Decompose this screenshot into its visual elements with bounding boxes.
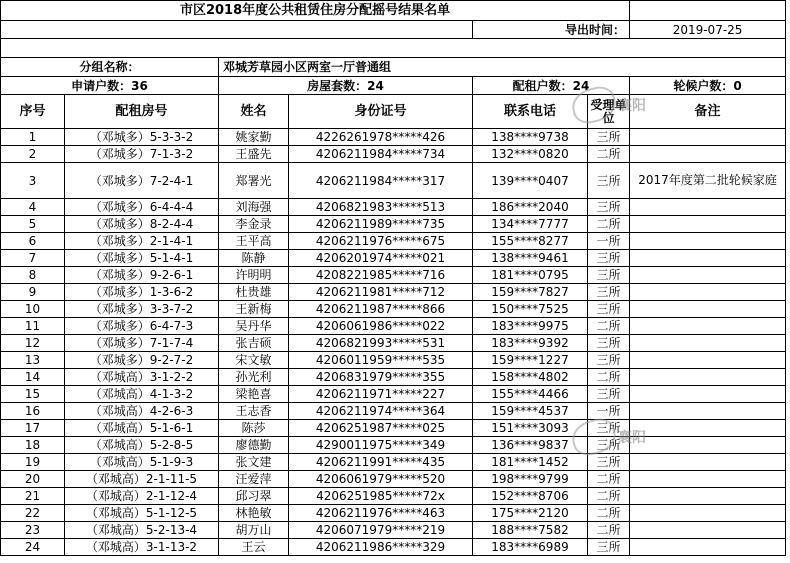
header-room: 配租房号 xyxy=(65,95,219,129)
row-id: 4206201974*****021 xyxy=(289,250,473,267)
row-room: （邓城多）2-1-4-1 xyxy=(65,233,219,250)
row-unit: 三所 xyxy=(588,539,630,556)
row-phone: 181****1452 xyxy=(473,454,588,471)
row-no: 18 xyxy=(1,437,65,454)
watermark-text: 襄阳 xyxy=(618,98,646,114)
row-name: 邱习翠 xyxy=(219,488,289,505)
applicants-count: 申请户数：36 xyxy=(1,77,219,95)
row-id: 4206211987*****866 xyxy=(289,301,473,318)
row-no: 16 xyxy=(1,403,65,420)
row-no: 13 xyxy=(1,352,65,369)
row-name: 陈莎 xyxy=(219,420,289,437)
table-row xyxy=(1,199,786,216)
row-name: 刘海强 xyxy=(219,199,289,216)
row-room: （邓城高）3-1-13-2 xyxy=(65,539,219,556)
row-id: 4206821983*****513 xyxy=(289,199,473,216)
row-room: （邓城高）4-1-3-2 xyxy=(65,386,219,403)
group-label: 分组名称： xyxy=(1,58,219,77)
row-room: （邓城高）5-1-9-3 xyxy=(65,454,219,471)
row-note xyxy=(630,420,786,437)
row-room: （邓城多）5-3-3-2 xyxy=(65,129,219,146)
row-room: （邓城高）3-1-2-2 xyxy=(65,369,219,386)
row-name: 郑署光 xyxy=(219,163,289,199)
waiting-count: 轮候户数：0 xyxy=(630,77,786,95)
row-id: 4206821993*****531 xyxy=(289,335,473,352)
row-note xyxy=(630,488,786,505)
export-date: 2019-07-25 xyxy=(630,21,786,39)
table-row xyxy=(1,488,786,505)
row-phone: 134****7777 xyxy=(473,216,588,233)
row-name: 胡万山 xyxy=(219,522,289,539)
header-phone: 联系电话 xyxy=(473,95,588,129)
row-room: （邓城高）5-2-8-5 xyxy=(65,437,219,454)
row-room: （邓城多）8-2-4-4 xyxy=(65,216,219,233)
row-no: 21 xyxy=(1,488,65,505)
row-name: 王新梅 xyxy=(219,301,289,318)
row-name: 陈静 xyxy=(219,250,289,267)
row-name: 孙光利 xyxy=(219,369,289,386)
row-note xyxy=(630,216,786,233)
row-note xyxy=(630,318,786,335)
row-room: （邓城多）7-1-7-4 xyxy=(65,335,219,352)
row-no: 17 xyxy=(1,420,65,437)
row-phone: 155****8277 xyxy=(473,233,588,250)
row-name: 王平高 xyxy=(219,233,289,250)
table-row xyxy=(1,505,786,522)
row-note xyxy=(630,403,786,420)
row-name: 杜贵雄 xyxy=(219,284,289,301)
row-phone: 155****4466 xyxy=(473,386,588,403)
table-row xyxy=(1,301,786,318)
header-name: 姓名 xyxy=(219,95,289,129)
row-phone: 150****7525 xyxy=(473,301,588,318)
row-unit: 三所 xyxy=(588,163,630,199)
row-no: 11 xyxy=(1,318,65,335)
row-unit: 三所 xyxy=(588,437,630,454)
row-note xyxy=(630,386,786,403)
row-id: 4206061986*****022 xyxy=(289,318,473,335)
row-name: 梁艳喜 xyxy=(219,386,289,403)
table-row xyxy=(1,522,786,539)
row-note xyxy=(630,335,786,352)
row-name: 王志香 xyxy=(219,403,289,420)
row-no: 19 xyxy=(1,454,65,471)
table-row xyxy=(1,386,786,403)
row-name: 汪爱萍 xyxy=(219,471,289,488)
table-row xyxy=(1,335,786,352)
table-row xyxy=(1,163,786,199)
row-room: （邓城多）5-1-4-1 xyxy=(65,250,219,267)
row-note xyxy=(630,454,786,471)
row-phone: 159****4537 xyxy=(473,403,588,420)
row-id: 4206211974*****364 xyxy=(289,403,473,420)
table-row xyxy=(1,267,786,284)
row-note xyxy=(630,522,786,539)
row-id: 4206211981*****712 xyxy=(289,284,473,301)
row-unit: 二所 xyxy=(588,318,630,335)
row-no: 3 xyxy=(1,163,65,199)
row-note: 2017年度第二批轮候家庭 xyxy=(630,163,786,199)
row-room: （邓城高）5-2-13-4 xyxy=(65,522,219,539)
row-no: 22 xyxy=(1,505,65,522)
row-phone: 132****0820 xyxy=(473,146,588,163)
row-name: 吴丹华 xyxy=(219,318,289,335)
row-id: 4206211971*****227 xyxy=(289,386,473,403)
row-room: （邓城多）9-2-6-1 xyxy=(65,267,219,284)
row-unit: 二所 xyxy=(588,505,630,522)
row-phone: 136****9837 xyxy=(473,437,588,454)
table-row xyxy=(1,129,786,146)
row-no: 8 xyxy=(1,267,65,284)
row-id: 4206251987*****025 xyxy=(289,420,473,437)
table-row xyxy=(1,216,786,233)
row-room: （邓城多）9-2-7-2 xyxy=(65,352,219,369)
row-name: 张文建 xyxy=(219,454,289,471)
row-unit: 三所 xyxy=(588,199,630,216)
row-unit: 三所 xyxy=(588,301,630,318)
row-note xyxy=(630,284,786,301)
row-no: 2 xyxy=(1,146,65,163)
row-name: 姚家勤 xyxy=(219,129,289,146)
row-phone: 151****3093 xyxy=(473,420,588,437)
table-row xyxy=(1,454,786,471)
row-phone: 186****2040 xyxy=(473,199,588,216)
row-phone: 158****4802 xyxy=(473,369,588,386)
table-row xyxy=(1,420,786,437)
row-note xyxy=(630,199,786,216)
row-no: 9 xyxy=(1,284,65,301)
table-row xyxy=(1,369,786,386)
row-id: 4206211976*****675 xyxy=(289,233,473,250)
row-unit: 二所 xyxy=(588,471,630,488)
row-unit: 二所 xyxy=(588,488,630,505)
header-row xyxy=(1,95,786,129)
row-name: 王云 xyxy=(219,539,289,556)
header-no: 序号 xyxy=(1,95,65,129)
header-note: 备注 xyxy=(630,95,786,129)
row-name: 李金录 xyxy=(219,216,289,233)
row-no: 6 xyxy=(1,233,65,250)
row-phone: 152****8706 xyxy=(473,488,588,505)
row-id: 4206831979*****355 xyxy=(289,369,473,386)
row-no: 24 xyxy=(1,539,65,556)
row-unit: 二所 xyxy=(588,146,630,163)
row-phone: 183****9392 xyxy=(473,335,588,352)
row-note xyxy=(630,146,786,163)
row-note xyxy=(630,505,786,522)
row-id: 4206211991*****435 xyxy=(289,454,473,471)
row-note xyxy=(630,267,786,284)
row-unit: 二所 xyxy=(588,216,630,233)
row-unit: 三所 xyxy=(588,420,630,437)
row-phone: 183****6989 xyxy=(473,539,588,556)
title-blank-cell xyxy=(630,1,786,21)
row-note xyxy=(630,233,786,250)
row-room: （邓城多）1-3-6-2 xyxy=(65,284,219,301)
row-phone: 183****9975 xyxy=(473,318,588,335)
row-room: （邓城高）2-1-11-5 xyxy=(65,471,219,488)
row-phone: 198****9799 xyxy=(473,471,588,488)
group-value: 邓城芳草园小区两室一厅普通组 xyxy=(219,58,786,77)
row-name: 许明明 xyxy=(219,267,289,284)
table-row xyxy=(1,539,786,556)
row-id: 4206211984*****734 xyxy=(289,146,473,163)
row-id: 4206251985*****72x xyxy=(289,488,473,505)
row-unit: 三所 xyxy=(588,284,630,301)
row-unit: 三所 xyxy=(588,454,630,471)
houses-count: 房屋套数：24 xyxy=(219,77,473,95)
row-no: 7 xyxy=(1,250,65,267)
table-row xyxy=(1,284,786,301)
row-name: 林艳敏 xyxy=(219,505,289,522)
row-id: 4206211976*****463 xyxy=(289,505,473,522)
row-note xyxy=(630,471,786,488)
table-row xyxy=(1,146,786,163)
table-row xyxy=(1,233,786,250)
row-name: 王盛先 xyxy=(219,146,289,163)
row-unit: 一所 xyxy=(588,403,630,420)
row-phone: 138****9738 xyxy=(473,129,588,146)
row-id: 4206211986*****329 xyxy=(289,539,473,556)
row-room: （邓城多）7-2-4-1 xyxy=(65,163,219,199)
row-unit: 一所 xyxy=(588,233,630,250)
row-unit: 三所 xyxy=(588,250,630,267)
row-no: 5 xyxy=(1,216,65,233)
table-row xyxy=(1,403,786,420)
row-no: 14 xyxy=(1,369,65,386)
row-room: （邓城高）2-1-12-4 xyxy=(65,488,219,505)
row-unit: 三所 xyxy=(588,267,630,284)
row-no: 20 xyxy=(1,471,65,488)
row-unit: 三所 xyxy=(588,335,630,352)
row-note xyxy=(630,301,786,318)
row-phone: 188****7582 xyxy=(473,522,588,539)
row-id: 4208221985*****716 xyxy=(289,267,473,284)
table-row xyxy=(1,471,786,488)
row-phone: 175****2120 xyxy=(473,505,588,522)
export-blank-cell xyxy=(1,21,473,39)
header-id: 身份证号 xyxy=(289,95,473,129)
watermark-text: 襄阳 xyxy=(618,430,646,446)
row-unit: 二所 xyxy=(588,369,630,386)
row-no: 12 xyxy=(1,335,65,352)
row-note xyxy=(630,352,786,369)
spacer-row xyxy=(1,39,786,58)
row-id: 4290011975*****349 xyxy=(289,437,473,454)
row-phone: 159****7827 xyxy=(473,284,588,301)
row-note xyxy=(630,539,786,556)
row-no: 1 xyxy=(1,129,65,146)
row-room: （邓城高）5-1-12-5 xyxy=(65,505,219,522)
row-room: （邓城多）7-1-3-2 xyxy=(65,146,219,163)
export-label: 导出时间： xyxy=(473,21,630,39)
row-no: 10 xyxy=(1,301,65,318)
row-note xyxy=(630,369,786,386)
row-unit: 二所 xyxy=(588,522,630,539)
sheet-title: 市区2018年度公共租赁住房分配摇号结果名单 xyxy=(1,1,630,21)
row-note xyxy=(630,437,786,454)
row-id: 4206211984*****317 xyxy=(289,163,473,199)
row-name: 廖德勤 xyxy=(219,437,289,454)
row-phone: 138****9461 xyxy=(473,250,588,267)
row-id: 4226261978*****426 xyxy=(289,129,473,146)
row-id: 4206011959*****535 xyxy=(289,352,473,369)
row-id: 4206071979*****219 xyxy=(289,522,473,539)
table-row xyxy=(1,352,786,369)
row-name: 宋文敏 xyxy=(219,352,289,369)
row-name: 张吉硕 xyxy=(219,335,289,352)
row-note xyxy=(630,250,786,267)
row-unit: 三所 xyxy=(588,129,630,146)
row-room: （邓城高）4-2-6-3 xyxy=(65,403,219,420)
row-phone: 181****0795 xyxy=(473,267,588,284)
row-no: 15 xyxy=(1,386,65,403)
row-id: 4206061979*****520 xyxy=(289,471,473,488)
row-unit: 三所 xyxy=(588,352,630,369)
row-phone: 159****1227 xyxy=(473,352,588,369)
row-id: 4206211989*****735 xyxy=(289,216,473,233)
header-unit: 受理单位 xyxy=(588,95,630,129)
row-unit: 三所 xyxy=(588,386,630,403)
row-room: （邓城多）6-4-4-4 xyxy=(65,199,219,216)
allocated-count: 配租户数：24 xyxy=(473,77,630,95)
table-row xyxy=(1,437,786,454)
table-row xyxy=(1,250,786,267)
table-row xyxy=(1,318,786,335)
row-room: （邓城多）6-4-7-3 xyxy=(65,318,219,335)
row-room: （邓城高）5-1-6-1 xyxy=(65,420,219,437)
row-room: （邓城多）3-3-7-2 xyxy=(65,301,219,318)
row-no: 23 xyxy=(1,522,65,539)
row-phone: 139****0407 xyxy=(473,163,588,199)
row-note xyxy=(630,129,786,146)
row-no: 4 xyxy=(1,199,65,216)
